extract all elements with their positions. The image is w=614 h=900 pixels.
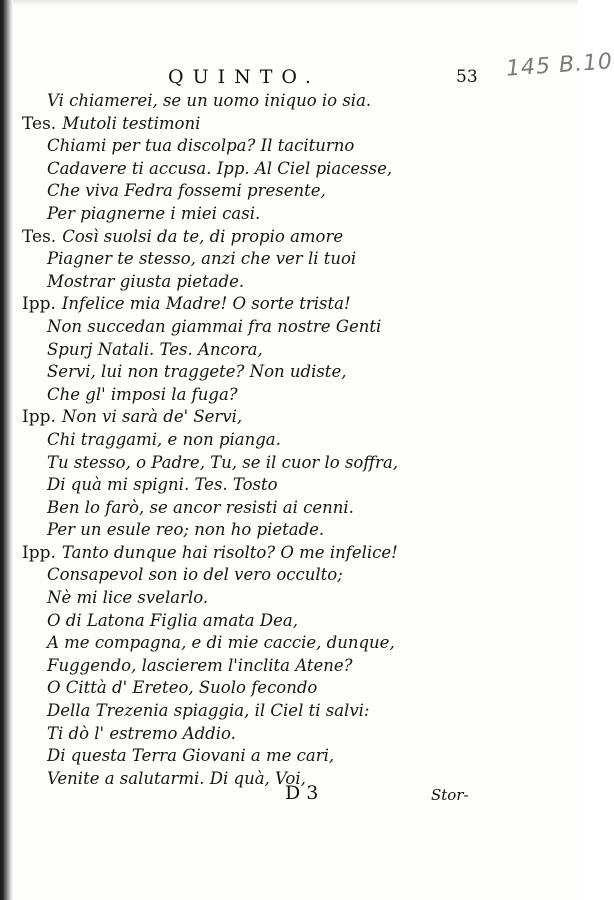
verse-text: Non vi sarà de' Servi, xyxy=(61,407,243,427)
verse-line xyxy=(22,226,442,249)
signature-mark: D 3 xyxy=(285,782,319,804)
running-head: QUINTO. xyxy=(168,66,320,88)
verse-line xyxy=(22,677,442,700)
verse-line xyxy=(22,700,442,723)
verse-line xyxy=(22,587,442,610)
speaker-label: Ipp. xyxy=(22,407,56,428)
pencil-annotation: 145 B.10 xyxy=(505,49,614,82)
verse-text: Per un esule reo; non ho pietade. xyxy=(47,520,325,540)
verse-text: Vi chiamerei, se un uomo iniquo io sia. xyxy=(47,91,372,110)
verse-line xyxy=(22,723,442,746)
verse-text: O Città d' Ereteo, Suolo fecondo xyxy=(47,678,318,698)
verse-line xyxy=(22,203,442,226)
verse-text: Della Trezenia spiaggia, il Ciel ti salvi: xyxy=(47,701,370,721)
verse-line xyxy=(22,90,442,113)
verse-line xyxy=(22,135,442,158)
verse-line xyxy=(22,655,442,678)
verse-text: Tanto dunque hai risolto? O me infelice! xyxy=(61,542,398,562)
verse-line xyxy=(22,497,442,520)
verse-text: Infelice mia Madre! O sorte trista! xyxy=(61,294,351,314)
verse-line xyxy=(22,113,442,136)
verse-line xyxy=(22,610,442,633)
verse-text: Che gl' imposi la fuga? xyxy=(47,384,238,404)
verse-text: Di questa Terra Giovani a me cari, xyxy=(47,746,335,766)
verse-line xyxy=(22,768,442,791)
verse-text: Chiami per tua discolpa? Il taciturno xyxy=(47,136,355,156)
verse-line xyxy=(22,406,442,429)
speaker-label: Ipp. xyxy=(22,542,56,563)
verse-text-block xyxy=(22,90,442,790)
verse-line xyxy=(22,158,442,181)
verse-text: Servi, lui non traggete? Non udiste, xyxy=(47,362,347,382)
verse-text: A me compagna, e di mie caccie, dunque, xyxy=(47,633,395,653)
verse-text: Tu stesso, o Padre, Tu, se il cuor lo soffra, xyxy=(47,452,399,472)
speaker-label: Tes. xyxy=(22,226,57,247)
verse-line xyxy=(22,248,442,271)
verse-line xyxy=(22,293,442,316)
verse-line xyxy=(22,316,442,339)
verse-text: Chi traggami, e non pianga. xyxy=(47,429,281,449)
verse-line xyxy=(22,474,442,497)
verse-text: Fuggendo, lascierem l'inclita Atene? xyxy=(47,655,353,675)
verse-line xyxy=(22,542,442,565)
speaker-label: Tes. xyxy=(22,113,57,134)
verse-text: Ben lo farò, se ancor resisti ai cenni. xyxy=(47,497,354,517)
verse-line xyxy=(22,632,442,655)
verse-line xyxy=(22,361,442,384)
verse-text: Così suolsi da te, di propio amore xyxy=(62,226,344,246)
verse-text: Cadavere ti accusa. Ipp. Al Ciel piacesse, xyxy=(47,158,393,178)
verse-line xyxy=(22,452,442,475)
verse-text: Per piagnerne i miei casi. xyxy=(47,203,261,223)
verse-text: Non succedan giammai fra nostre Genti xyxy=(47,316,382,336)
verse-line xyxy=(22,180,442,203)
page-binding-edge xyxy=(0,0,13,900)
verse-text: Spurj Natali. Tes. Ancora, xyxy=(47,339,263,359)
speaker-label: Ipp. xyxy=(22,294,56,315)
verse-text: Mostrar giusta pietade. xyxy=(47,271,245,291)
page-number: 53 xyxy=(456,67,478,87)
verse-text: Mutoli testimoni xyxy=(62,113,201,133)
page-top-shadow xyxy=(13,0,578,6)
verse-line xyxy=(22,745,442,768)
verse-text: Che viva Fedra fossemi presente, xyxy=(47,181,326,201)
verse-text: Venite a salutarmi. Di quà, Voi, xyxy=(47,768,306,788)
verse-text: Nè mi lice svelarlo. xyxy=(47,588,209,608)
verse-text: Ti dò l' estremo Addio. xyxy=(47,723,236,743)
verse-text: O di Latona Figlia amata Dea, xyxy=(47,610,298,630)
verse-line xyxy=(22,271,442,294)
verse-text: Consapevol son io del vero occulto; xyxy=(47,565,343,585)
verse-text: Di quà mi spigni. Tes. Tosto xyxy=(47,475,278,495)
verse-line xyxy=(22,384,442,407)
verse-text: Piagner te stesso, anzi che ver li tuoi xyxy=(47,249,357,269)
verse-line xyxy=(22,519,442,542)
verse-line xyxy=(22,429,442,452)
catchword: Stor- xyxy=(431,786,469,804)
verse-line xyxy=(22,339,442,362)
verse-line xyxy=(22,564,442,587)
